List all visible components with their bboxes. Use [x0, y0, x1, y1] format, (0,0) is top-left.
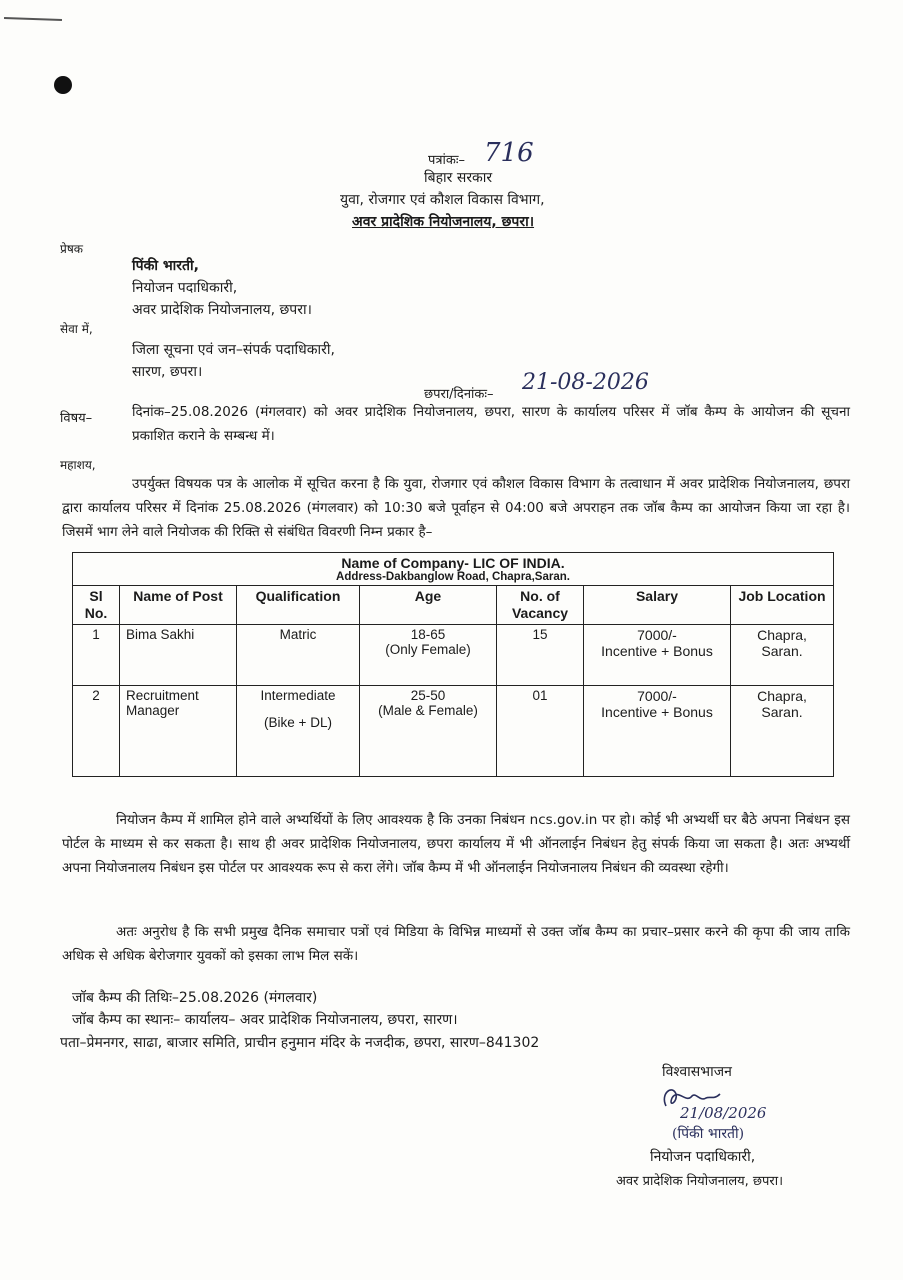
signatory-designation: नियोजन पदाधिकारी, — [650, 1149, 756, 1165]
company-cell — [73, 553, 834, 586]
punch-hole-mark — [54, 76, 72, 94]
age-range: 18-65 — [410, 627, 446, 642]
cell-sl: 2 — [73, 686, 120, 777]
qualification-line: Matric — [279, 627, 317, 642]
salutation: महाशय, — [60, 458, 96, 472]
header-post: Name of Post — [120, 586, 237, 625]
cell-qualification — [237, 686, 360, 777]
company-address: Address-Dakbanglow Road, Chapra,Saran. — [336, 571, 570, 583]
cell-location: Chapra, Saran. — [731, 625, 834, 686]
camp-address: पता–प्रेमनगर, साढा, बाजार समिति, प्राचीन हनुमान मंदिर के नजदीक, छपरा, सारण–841302 — [60, 1035, 540, 1051]
department-name: युवा, रोजगार एवं कौशल विकास विभाग, — [340, 192, 545, 208]
office-name: अवर प्रादेशिक नियोजनालय, छपरा। — [352, 214, 535, 230]
cell-location: Chapra, Saran. — [731, 686, 834, 777]
govt-name: बिहार सरकार — [424, 170, 493, 186]
registration-paragraph: नियोजन कैम्प में शामिल होने वाले अभ्यर्थियों के लिए आवश्यक है कि उनका निबंधन ncs.gov.in पर हो। कोई भी अभ्यर्थी घर बैठे अपना निबंधन इस पोर्टल के माध्यम से कर सकता है। साथ ही अवर प्रादेशिक नियोजनालय, छपरा कार्यालय में भी ऑनलाईन निबंधन हेतु संपर्क किया जा सकता है। अतः अभ्यर्थी अपना नियोजनालय निबंधन इस पोर्टल पर आवश्यक रूप से करा लेंगे। जॉब कैम्प में भी ऑनलाईन नियोजनालय निबंधन की व्यवस्था रहेगी। — [62, 812, 850, 876]
closing: विश्वासभाजन — [662, 1064, 732, 1080]
recipient-place: सारण, छपरा। — [132, 364, 203, 380]
request-paragraph: अतः अनुरोध है कि सभी प्रमुख दैनिक समाचार पत्रों एवं मिडिया के विभिन्न माध्यमों से उक्त जॉब कैम्प का प्रचार–प्रसार करने की कृपा की जाय ताकि अधिक से अधिक बेरोजगार युवकों को इसका लाभ मिल सकें। — [62, 924, 850, 964]
recipient-label: सेवा में, — [60, 322, 93, 336]
letter-number-label: पत्रांकः– — [428, 153, 466, 168]
date-value: 21-08-2026 — [522, 370, 649, 395]
cell-post: Recruitment Manager — [120, 686, 237, 777]
subject-text: दिनांक–25.08.2026 (मंगलवार) को अवर प्रादेशिक नियोजनालय, छपरा, सारण के कार्यालय परिसर में जॉब कैम्प के आयोजन की सूचना प्रकाशित कराने के सम्बन्ध में। — [132, 404, 850, 444]
sender-label: प्रेषक — [60, 242, 83, 256]
cell-vacancy: 01 — [497, 686, 584, 777]
sender-designation: नियोजन पदाधिकारी, — [132, 280, 238, 296]
age-range: 25-50 — [410, 688, 446, 703]
date-label: छपरा/दिनांकः– — [424, 387, 494, 402]
cell-qualification — [237, 625, 360, 686]
cell-age — [360, 686, 497, 777]
header-age: Age — [360, 586, 497, 625]
header-vacancy: No. of Vacancy — [497, 586, 584, 625]
salary-note: Incentive + Bonus — [601, 704, 713, 720]
header-location: Job Location — [731, 586, 834, 625]
age-note: (Only Female) — [385, 642, 471, 657]
letter-number: 716 — [484, 138, 534, 168]
job-vacancy-table — [72, 552, 834, 777]
table-row — [73, 686, 834, 777]
signatory-office: अवर प्रादेशिक नियोजनालय, छपरा। — [616, 1174, 784, 1189]
qualification-line: Intermediate — [260, 688, 336, 703]
sender-name: पिंकी भारती, — [132, 258, 199, 274]
subject-label: विषय– — [60, 411, 93, 426]
header-sl-no: Sl No. — [73, 586, 120, 625]
camp-venue: जॉब कैम्प का स्थानः– कार्यालय– अवर प्रादेशिक नियोजनालय, छपरा, सारण। — [72, 1012, 458, 1028]
age-note: (Male & Female) — [378, 703, 478, 718]
signatory-name: (पिंकी भारती) — [672, 1126, 745, 1142]
salary-amount: 7000/- — [637, 688, 677, 704]
cell-salary — [584, 686, 731, 777]
salary-amount: 7000/- — [637, 627, 677, 643]
recipient-designation: जिला सूचना एवं जन–संपर्क पदाधिकारी, — [132, 342, 335, 358]
cell-salary — [584, 625, 731, 686]
cell-age — [360, 625, 497, 686]
camp-date: जॉब कैम्प की तिथिः–25.08.2026 (मंगलवार) — [72, 990, 318, 1006]
qualification-note: (Bike + DL) — [264, 715, 332, 730]
cell-post: Bima Sakhi — [120, 625, 237, 686]
salary-note: Incentive + Bonus — [601, 643, 713, 659]
intro-paragraph: उपर्युक्त विषयक पत्र के आलोक में सूचित करना है कि युवा, रोजगार एवं कौशल विकास विभाग के तत्वाधान में अवर प्रादेशिक नियोजनालय, छपरा द्वारा कार्यालय परिसर में दिनांक 25.08.2026 (मंगलवार) को 10:30 बजे पूर्वाहन से 04:00 बजे अपराहन तक जॉब कैम्प का आयोजन किया जा रहा है। जिसमें भाग लेने वाले नियोजक की रिक्ति से संबंधित विवरणी निम्न प्रकार है– — [62, 476, 850, 540]
company-name: Name of Company- LIC OF INDIA. — [341, 555, 565, 571]
cell-sl: 1 — [73, 625, 120, 686]
sender-office: अवर प्रादेशिक नियोजनालय, छपरा। — [132, 302, 312, 318]
header-salary: Salary — [584, 586, 731, 625]
table-row — [73, 625, 834, 686]
cell-vacancy: 15 — [497, 625, 584, 686]
signature-date: 21/08/2026 — [680, 1104, 767, 1122]
scan-line-mark — [4, 17, 62, 21]
header-qualification: Qualification — [237, 586, 360, 625]
